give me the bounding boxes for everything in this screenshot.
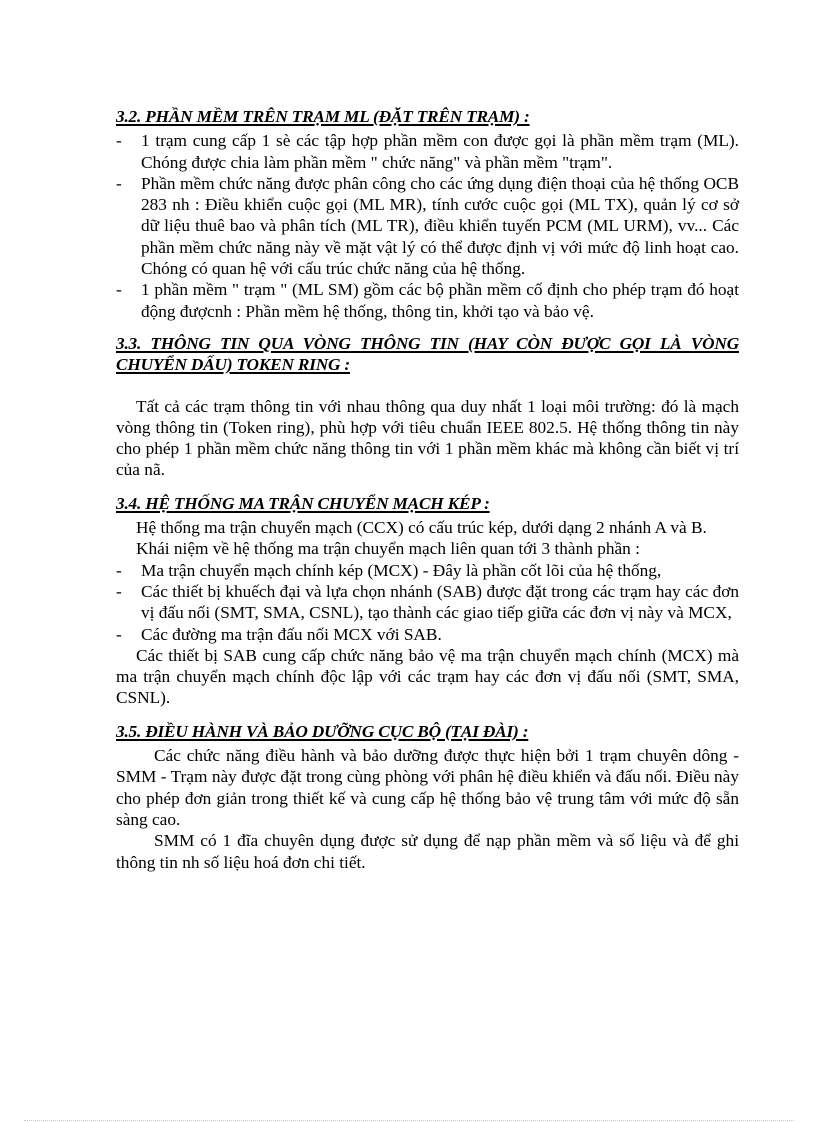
list-item-text: Các thiết bị khuếch đại và lựa chọn nhánh (SAB) được đặt trong các trạm hay các đơn vị đấu nối (SMT, SMA, CSNL), tạo thành các giao tiếp giữa các đơn vị này và MCX, bbox=[141, 581, 739, 623]
page-bottom-divider bbox=[24, 1120, 794, 1121]
list-item bbox=[116, 581, 739, 624]
bullet-marker: - bbox=[116, 624, 122, 644]
section-3-4-intro-1: Hệ thống ma trận chuyển mạch (CCX) có cấu trúc kép, dưới dạng 2 nhánh A và B. bbox=[136, 518, 707, 538]
list-item bbox=[116, 560, 739, 581]
bullet-marker: - bbox=[116, 581, 122, 601]
list-item bbox=[116, 130, 739, 173]
section-heading-3-3: 3.3. THÔNG TIN QUA VÒNG THÔNG TIN (HAY CÒN ĐƯỢC GỌI LÀ VÒNG CHUYỂN DẤU) TOKEN RING : bbox=[116, 333, 739, 375]
section-heading-3-4: 3.4. HỆ THỐNG MA TRẬN CHUYỂN MẠCH KÉP : bbox=[116, 493, 490, 513]
list-item bbox=[116, 624, 739, 645]
section-3-5-paragraph-1: Các chức năng điều hành và bảo dưỡng được thực hiện bởi 1 trạm chuyên dông - SMM - Trạm này được đặt trong cùng phòng với phân hệ điều khiển và đấu nối. Điều này cho phép đơn giản trong thiết kế và cung cấp hệ thống bảo vệ trung tâm với mức độ sẵn sàng cao. bbox=[116, 746, 739, 829]
section-3-4-intro-2: Khái niệm về hệ thống ma trận chuyển mạch liên quan tới 3 thành phần : bbox=[136, 539, 640, 559]
document-page bbox=[116, 106, 739, 873]
section-3-5-paragraph-2: SMM có 1 đĩa chuyên dụng được sử dụng để nạp phần mềm và số liệu và để ghi thông tin nh số liệu hoá đơn chi tiết. bbox=[116, 831, 739, 872]
list-item-text: 1 phần mềm " trạm " (ML SM) gồm các bộ phần mềm cố định cho phép trạm đó hoạt động đượcnh : Phần mềm hệ thống, thông tin, khởi tạo và bảo vệ. bbox=[141, 280, 739, 321]
bullet-marker: - bbox=[116, 280, 122, 300]
section-3-2-list bbox=[116, 130, 739, 322]
bullet-marker: - bbox=[116, 131, 122, 151]
section-heading-3-2: 3.2. PHẦN MỀM TRÊN TRẠM ML (ĐẶT TRÊN TRẠM) : bbox=[116, 107, 530, 126]
list-item-text: Ma trận chuyển mạch chính kép (MCX) - Đây là phần cốt lõi của hệ thống, bbox=[141, 560, 662, 580]
list-item bbox=[116, 173, 739, 279]
list-item-text: 1 trạm cung cấp 1 sè các tập hợp phần mềm con được gọi là phần mềm trạm (ML). Chóng được chia làm phần mềm " chức năng" và phần mềm "trạm". bbox=[141, 131, 739, 172]
list-item-text: Các đường ma trận đấu nối MCX với SAB. bbox=[141, 624, 442, 644]
section-heading-3-5: 3.5. ĐIỀU HÀNH VÀ BẢO DƯỠNG CỤC BỘ (TẠI ĐÀI) : bbox=[116, 721, 529, 741]
list-item-text: Phần mềm chức năng được phân công cho các ứng dụng điện thoại của hệ thống OCB 283 nh : Điều khiển cuộc gọi (ML MR), tính cước cuộc gọi (ML TX), quản lý cơ sở dữ liệu thuê bao và phân tích (ML TR), điều khiển tuyến PCM (ML URM), vv... Các phần mềm chức năng này về mặt vật lý có thể được định vị với mức độ linh hoạt cao. Chóng có quan hệ với cấu trúc chức năng của hệ thống. bbox=[141, 173, 739, 279]
list-item bbox=[116, 279, 739, 322]
section-3-3-paragraph: Tất cả các trạm thông tin với nhau thông qua duy nhất 1 loại môi trường: đó là mạch vòng thông tin (Token ring), phù hợp với tiêu chuẩn IEEE 802.5. Hệ thống thông tin này cho phép 1 phần mềm chức năng thông tin với 1 phần mềm khác mà không cần biết vị trí của nã. bbox=[116, 396, 739, 480]
bullet-marker: - bbox=[116, 560, 122, 580]
section-3-4-closing: Các thiết bị SAB cung cấp chức năng bảo vệ ma trận chuyển mạch chính (MCX) mà ma trận chuyển mạch chính độc lập với các trạm hay các đơn vị đấu nối (SMT, SMA, CSNL). bbox=[116, 645, 739, 708]
section-3-4-list bbox=[116, 560, 739, 645]
bullet-marker: - bbox=[116, 173, 122, 193]
